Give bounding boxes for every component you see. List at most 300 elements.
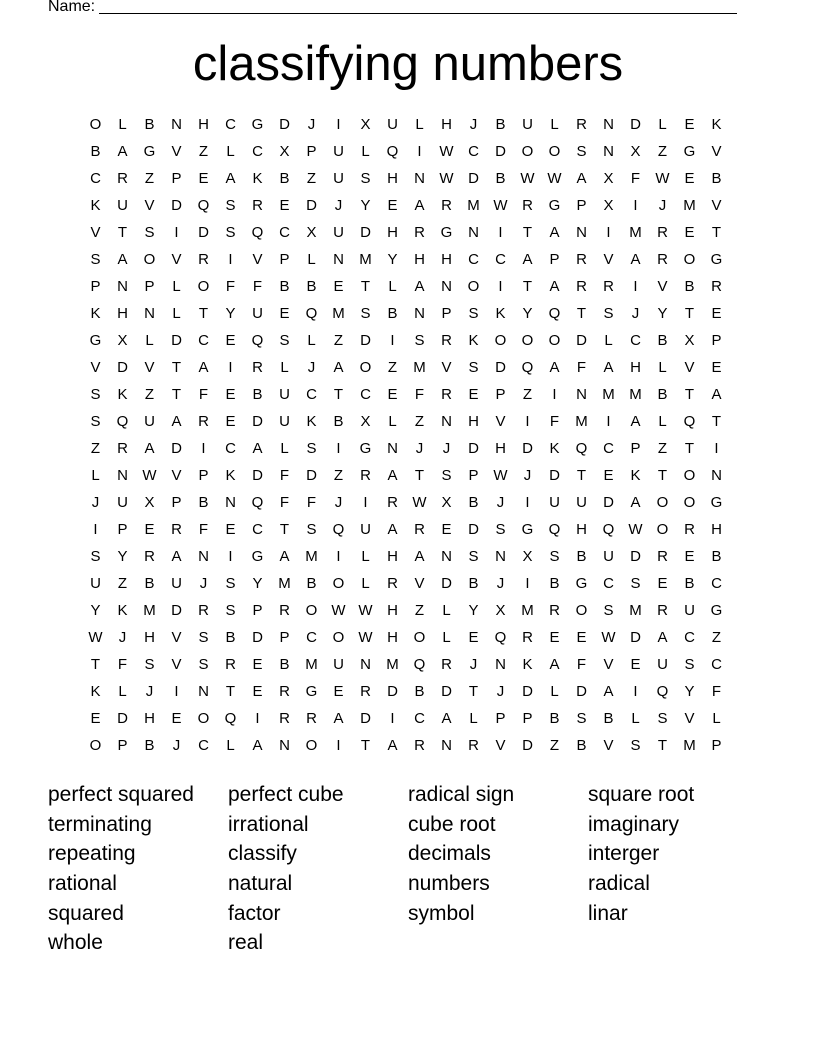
grid-letter: H	[144, 629, 155, 646]
grid-letter: B	[657, 332, 668, 349]
grid-letter: J	[496, 683, 505, 700]
grid-letter: V	[144, 197, 155, 214]
grid-letter: P	[279, 629, 290, 646]
grid-letter: L	[550, 116, 559, 133]
grid-letter: E	[333, 278, 344, 295]
grid-letter: A	[657, 629, 668, 646]
grid-letter: H	[198, 116, 209, 133]
grid-letter: R	[117, 440, 128, 457]
grid-letter: S	[198, 629, 209, 646]
grid-letter: N	[414, 170, 425, 187]
grid-letter: E	[468, 629, 479, 646]
grid-letter: C	[90, 170, 101, 187]
grid-letter: I	[201, 440, 206, 457]
grid-letter: M	[629, 224, 642, 241]
grid-letter: U	[333, 656, 344, 673]
grid-letter: F	[576, 359, 587, 376]
grid-row	[82, 547, 730, 574]
grid-letter: U	[603, 548, 614, 565]
grid-letter: H	[576, 521, 587, 538]
grid-letter: J	[631, 305, 640, 322]
grid-letter: I	[174, 683, 179, 700]
grid-letter: C	[279, 224, 290, 241]
grid-letter: G	[251, 548, 264, 565]
word-list-item: classify	[228, 842, 297, 866]
grid-letter: Z	[117, 575, 128, 592]
grid-letter: B	[657, 386, 668, 403]
grid-letter: W	[358, 629, 373, 646]
grid-row	[82, 142, 730, 169]
grid-letter: A	[711, 386, 722, 403]
grid-row	[82, 574, 730, 601]
grid-letter: N	[603, 143, 614, 160]
grid-letter: L	[361, 548, 370, 565]
grid-letter: Y	[684, 683, 695, 700]
grid-letter: R	[657, 548, 668, 565]
grid-letter: I	[633, 683, 638, 700]
grid-letter: H	[414, 251, 425, 268]
grid-letter: D	[306, 467, 317, 484]
grid-letter: G	[143, 143, 156, 160]
grid-letter: F	[306, 494, 317, 511]
grid-letter: X	[117, 332, 128, 349]
grid-letter: B	[576, 548, 587, 565]
grid-letter: I	[255, 710, 260, 727]
grid-letter: V	[252, 251, 263, 268]
grid-letter: D	[630, 629, 641, 646]
grid-letter: O	[305, 602, 318, 619]
grid-letter: R	[711, 278, 722, 295]
grid-letter: L	[307, 251, 316, 268]
grid-letter: R	[576, 278, 587, 295]
grid-letter: N	[441, 548, 452, 565]
grid-letter: A	[630, 494, 641, 511]
grid-letter: I	[714, 440, 719, 457]
grid-letter: W	[520, 170, 535, 187]
name-label: Name:	[48, 0, 96, 15]
grid-letter: D	[522, 737, 533, 754]
grid-letter: N	[144, 305, 155, 322]
grid-letter: N	[117, 467, 128, 484]
grid-letter: E	[549, 629, 560, 646]
grid-letter: L	[145, 332, 154, 349]
grid-letter: D	[117, 710, 128, 727]
grid-letter: O	[656, 521, 669, 538]
grid-letter: G	[521, 521, 534, 538]
grid-letter: Z	[657, 440, 668, 457]
grid-letter: Y	[522, 305, 533, 322]
grid-letter: L	[658, 116, 667, 133]
grid-letter: E	[333, 683, 344, 700]
grid-letter: C	[252, 521, 263, 538]
grid-letter: G	[305, 683, 318, 700]
grid-letter: F	[549, 413, 560, 430]
grid-letter: O	[197, 710, 210, 727]
grid-letter: G	[710, 602, 723, 619]
grid-letter: L	[280, 440, 289, 457]
grid-letter: L	[415, 116, 424, 133]
grid-letter: I	[93, 521, 98, 538]
grid-row	[82, 358, 730, 385]
grid-letter: P	[711, 737, 722, 754]
grid-letter: J	[145, 683, 154, 700]
grid-letter: D	[171, 197, 182, 214]
grid-letter: L	[172, 278, 181, 295]
grid-letter: R	[198, 602, 209, 619]
grid-letter: U	[657, 656, 668, 673]
grid-letter: M	[386, 656, 399, 673]
grid-letter: R	[684, 521, 695, 538]
grid-letter: Q	[602, 521, 615, 538]
grid-letter: R	[225, 656, 236, 673]
grid-letter: A	[549, 224, 560, 241]
grid-letter: Z	[657, 143, 668, 160]
grid-letter: P	[495, 710, 506, 727]
grid-letter: O	[467, 278, 480, 295]
word-list	[48, 780, 768, 958]
grid-letter: X	[360, 116, 371, 133]
grid-letter: I	[336, 737, 341, 754]
grid-letter: E	[603, 467, 614, 484]
grid-letter: M	[683, 197, 696, 214]
grid-letter: I	[363, 494, 368, 511]
grid-letter: D	[576, 683, 587, 700]
grid-letter: K	[306, 413, 317, 430]
grid-letter: T	[414, 467, 425, 484]
grid-letter: V	[603, 737, 614, 754]
grid-letter: I	[228, 548, 233, 565]
grid-letter: B	[549, 710, 560, 727]
grid-letter: V	[684, 359, 695, 376]
grid-letter: X	[441, 494, 452, 511]
grid-letter: L	[172, 305, 181, 322]
grid-letter: Q	[251, 332, 264, 349]
grid-letter: T	[711, 224, 722, 241]
grid-letter: A	[387, 521, 398, 538]
word-list-item: real	[228, 931, 264, 955]
grid-letter: R	[198, 251, 209, 268]
grid-letter: U	[684, 602, 695, 619]
grid-letter: E	[279, 197, 290, 214]
grid-letter: J	[469, 116, 478, 133]
grid-letter: J	[91, 494, 100, 511]
grid-letter: U	[387, 116, 398, 133]
grid-letter: R	[171, 521, 182, 538]
grid-letter: R	[657, 251, 668, 268]
grid-letter: R	[522, 197, 533, 214]
grid-letter: F	[279, 467, 290, 484]
grid-letter: A	[198, 359, 209, 376]
grid-letter: N	[441, 737, 452, 754]
grid-letter: Z	[522, 386, 533, 403]
grid-letter: V	[711, 143, 722, 160]
grid-letter: I	[174, 224, 179, 241]
grid-letter: S	[441, 467, 452, 484]
grid-letter: P	[576, 197, 587, 214]
grid-letter: K	[117, 386, 128, 403]
grid-letter: A	[117, 251, 128, 268]
grid-letter: V	[171, 467, 182, 484]
grid-letter: S	[549, 548, 560, 565]
word-list-item: irrational	[228, 812, 309, 836]
grid-letter: L	[631, 710, 640, 727]
grid-letter: P	[495, 386, 506, 403]
grid-letter: I	[633, 278, 638, 295]
grid-letter: D	[576, 332, 587, 349]
grid-letter: R	[549, 602, 560, 619]
grid-letter: C	[603, 440, 614, 457]
grid-letter: Q	[656, 683, 669, 700]
grid-letter: D	[387, 683, 398, 700]
grid-letter: I	[552, 386, 557, 403]
grid-letter: U	[333, 170, 344, 187]
grid-letter: U	[549, 494, 560, 511]
grid-letter: W	[493, 467, 508, 484]
grid-letter: O	[683, 467, 696, 484]
grid-letter: Q	[224, 710, 237, 727]
grid-row	[82, 115, 730, 142]
word-list-item: rational	[48, 872, 117, 896]
grid-letter: P	[171, 494, 182, 511]
grid-letter: D	[360, 224, 371, 241]
grid-letter: S	[630, 737, 641, 754]
grid-letter: G	[575, 575, 588, 592]
grid-row	[82, 385, 730, 412]
word-list-item: squared	[48, 901, 124, 925]
grid-letter: V	[441, 359, 452, 376]
grid-letter: D	[279, 116, 290, 133]
grid-letter: X	[279, 143, 290, 160]
grid-letter: R	[306, 710, 317, 727]
grid-letter: K	[252, 170, 263, 187]
word-list-item: factor	[228, 901, 281, 925]
grid-letter: C	[252, 143, 263, 160]
grid-letter: N	[441, 413, 452, 430]
grid-letter: G	[89, 332, 102, 349]
grid-letter: D	[252, 467, 263, 484]
grid-letter: M	[278, 575, 291, 592]
grid-letter: B	[495, 116, 506, 133]
grid-letter: E	[252, 683, 263, 700]
grid-letter: X	[522, 548, 533, 565]
grid-letter: N	[117, 278, 128, 295]
grid-letter: Q	[386, 143, 399, 160]
grid-letter: V	[495, 737, 506, 754]
grid-letter: K	[90, 305, 101, 322]
grid-letter: I	[633, 197, 638, 214]
grid-letter: B	[144, 116, 155, 133]
grid-letter: K	[711, 116, 722, 133]
grid-letter: D	[630, 116, 641, 133]
grid-letter: B	[90, 143, 101, 160]
grid-letter: R	[468, 737, 479, 754]
grid-letter: B	[684, 575, 695, 592]
grid-letter: K	[468, 332, 479, 349]
word-list-item: numbers	[408, 872, 490, 896]
grid-letter: O	[548, 332, 561, 349]
grid-letter: A	[576, 170, 587, 187]
grid-letter: R	[441, 656, 452, 673]
grid-letter: Q	[413, 656, 426, 673]
grid-letter: O	[683, 251, 696, 268]
grid-letter: Q	[548, 305, 561, 322]
grid-letter: V	[414, 575, 425, 592]
grid-letter: L	[550, 683, 559, 700]
grid-letter: M	[602, 386, 615, 403]
grid-letter: Z	[306, 170, 317, 187]
grid-letter: A	[630, 413, 641, 430]
grid-letter: R	[657, 602, 668, 619]
grid-letter: S	[225, 197, 236, 214]
grid-letter: A	[549, 359, 560, 376]
grid-letter: S	[198, 656, 209, 673]
grid-letter: R	[117, 170, 128, 187]
grid-letter: E	[711, 359, 722, 376]
grid-row	[82, 628, 730, 655]
grid-letter: A	[387, 737, 398, 754]
grid-letter: O	[143, 251, 156, 268]
grid-letter: A	[414, 197, 425, 214]
grid-letter: H	[144, 710, 155, 727]
grid-letter: K	[549, 440, 560, 457]
grid-letter: V	[144, 359, 155, 376]
grid-row	[82, 466, 730, 493]
grid-letter: B	[387, 305, 398, 322]
grid-letter: P	[171, 170, 182, 187]
grid-letter: V	[495, 413, 506, 430]
grid-letter: E	[225, 413, 236, 430]
grid-letter: E	[387, 197, 398, 214]
grid-letter: B	[306, 278, 317, 295]
grid-letter: P	[630, 440, 641, 457]
grid-letter: Z	[144, 170, 155, 187]
grid-letter: B	[468, 494, 479, 511]
grid-letter: Q	[251, 224, 264, 241]
grid-letter: R	[576, 116, 587, 133]
grid-letter: Y	[468, 602, 479, 619]
grid-letter: D	[549, 467, 560, 484]
grid-letter: U	[117, 494, 128, 511]
grid-letter: S	[279, 332, 290, 349]
grid-letter: Q	[305, 305, 318, 322]
grid-letter: W	[88, 629, 103, 646]
grid-letter: E	[684, 548, 695, 565]
grid-letter: C	[225, 440, 236, 457]
grid-letter: V	[684, 710, 695, 727]
grid-letter: Y	[117, 548, 128, 565]
grid-letter: B	[468, 575, 479, 592]
grid-letter: Z	[333, 332, 344, 349]
grid-letter: L	[118, 116, 127, 133]
grid-letter: N	[603, 116, 614, 133]
grid-letter: C	[225, 116, 236, 133]
grid-letter: S	[225, 602, 236, 619]
grid-letter: U	[360, 521, 371, 538]
grid-letter: U	[333, 143, 344, 160]
grid-letter: U	[117, 197, 128, 214]
grid-letter: O	[359, 359, 372, 376]
grid-letter: R	[441, 386, 452, 403]
grid-letter: S	[90, 386, 101, 403]
grid-letter: F	[414, 386, 425, 403]
word-list-item: repeating	[48, 842, 136, 866]
grid-letter: J	[442, 440, 451, 457]
grid-letter: X	[684, 332, 695, 349]
grid-letter: E	[630, 656, 641, 673]
word-list-item: decimals	[408, 842, 491, 866]
grid-letter: M	[629, 602, 642, 619]
grid-row	[82, 493, 730, 520]
grid-letter: G	[440, 224, 453, 241]
grid-letter: T	[360, 278, 371, 295]
grid-letter: N	[360, 656, 371, 673]
grid-letter: A	[522, 251, 533, 268]
grid-letter: E	[225, 386, 236, 403]
grid-letter: H	[387, 602, 398, 619]
grid-letter: T	[333, 386, 344, 403]
grid-letter: L	[280, 359, 289, 376]
grid-row	[82, 601, 730, 628]
grid-letter: C	[414, 710, 425, 727]
word-list-item: natural	[228, 872, 293, 896]
grid-letter: I	[498, 224, 503, 241]
grid-row	[82, 682, 730, 709]
grid-letter: E	[468, 386, 479, 403]
grid-letter: G	[359, 440, 372, 457]
grid-letter: I	[336, 440, 341, 457]
grid-letter: Q	[683, 413, 696, 430]
grid-letter: S	[603, 305, 614, 322]
word-list-item: symbol	[408, 901, 475, 925]
grid-letter: T	[684, 386, 695, 403]
grid-letter: M	[332, 305, 345, 322]
grid-letter: D	[360, 710, 371, 727]
grid-letter: B	[414, 683, 425, 700]
grid-letter: V	[711, 197, 722, 214]
grid-letter: R	[360, 683, 371, 700]
grid-letter: Z	[387, 359, 398, 376]
grid-letter: D	[522, 683, 533, 700]
grid-letter: P	[306, 143, 317, 160]
grid-row	[82, 412, 730, 439]
grid-row	[82, 331, 730, 358]
grid-letter: E	[684, 116, 695, 133]
grid-letter: E	[657, 575, 668, 592]
grid-letter: C	[684, 629, 695, 646]
grid-letter: S	[90, 251, 101, 268]
grid-letter: A	[387, 467, 398, 484]
grid-letter: I	[336, 548, 341, 565]
grid-letter: Y	[657, 305, 668, 322]
grid-letter: S	[468, 359, 479, 376]
word-list-item: radical	[588, 872, 650, 896]
grid-letter: J	[307, 359, 316, 376]
grid-letter: O	[494, 332, 507, 349]
grid-letter: K	[90, 197, 101, 214]
grid-letter: R	[414, 224, 425, 241]
grid-letter: A	[549, 656, 560, 673]
grid-letter: P	[252, 602, 263, 619]
word-list-item: radical sign	[408, 783, 515, 806]
grid-letter: J	[469, 656, 478, 673]
grid-letter: O	[413, 629, 426, 646]
grid-letter: Y	[225, 305, 236, 322]
grid-letter: K	[522, 656, 533, 673]
grid-letter: Q	[251, 494, 264, 511]
grid-letter: K	[630, 467, 641, 484]
grid-letter: R	[441, 197, 452, 214]
grid-letter: Q	[332, 521, 345, 538]
